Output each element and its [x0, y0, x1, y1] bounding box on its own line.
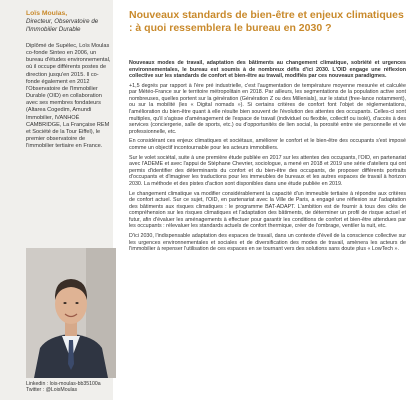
article-body	[129, 60, 406, 256]
article-paragraph: D'ici 2030, l'indispensable adaptation des espaces de travail, dans un contexte d'éveil de la conscience collective sur les urgences environnementales et sociales et de diversification des modes de travail, amènera les acteurs de l'immobilier à repenser l'utilisation de ces espaces en se tournant vers des solutions sans doute plus « LowTech ».	[129, 233, 406, 253]
linkedin-link[interactable]: Linkedin : lois-moulas-bb35100a	[26, 381, 101, 387]
author-bio-text: Diplômé de Supélec, Loïs Moulas co-fonde Sinteo en 2006, un bureau d'études environnemental, où il occupe différents postes de direction jusqu'en 2015. Il co-fonde également en 2012 l'Observatoire de l'Immobilier Durable (OID) en collaboration avec ses membres fondateurs (Altarea Cogedim, Amundi Immobilier, IVANHOÉ CAMBRIDGE, La Française REM et Société de la Tour Eiffel), le premier observatoire de l'immobilier tertiaire en France.	[26, 43, 111, 150]
article-paragraph: +1,5 degrés par rapport à l'ère pré industrielle, c'est l'augmentation de température moyenne mesurée et calculée par Météo-France sur le territoire métropolitain en 2018. Par ailleurs, les segmentations de la population active sont nombreuses, quelles portent sur la génération (Génération Z ou des Millenials), sur le statut (free-lance notamment), ou sur la mobilité (les « Digital nomads »). Si certains critères de confort font l'objet de réglementations, l'amélioration du bien-être quant à elle résulte bien souvent de l'évolution des attentes des occupants. Celles-ci sont multiples, qu'il s'agisse d'aménagement de l'espace de travail (individuel ou flexible, collectif ou isolé), d'accès à des services (conciergerie, salle de sports, etc.) ou d'opportunités de lien social, la porosité entre vie personnelle et vie professionnelle, etc.	[129, 82, 406, 135]
article-title: Nouveaux standards de bien-être et enjeux climatiques : à quoi ressemblera le bureau en 2030 ?	[129, 9, 404, 34]
article-paragraph: Le changement climatique va modifier considérablement la capacité d'un immeuble tertiaire à répondre aux critères de confort actuel. Sur ce sujet, l'OID, en partenariat avec la Ville de Paris, a engagé une réflexion sur l'adaptation des bâtiments aux risques climatiques : le programme BAT-ADAPT. L'ambition est de fournir à tous des clés de compréhension sur les risques climatiques et l'adaptation des bâtiments, de déterminer un profil de risque actuel et futur, afin d'évaluer les aménagements à effectuer pour garantir les conditions de confort et bien-être attendues par les occupants : rélevaluer les standards actuels de confort thermique, créer de l'ombrage, ventiler la nuit, etc.	[129, 190, 406, 230]
author-photo	[26, 248, 116, 378]
article-paragraph: Sur le volet sociétal, suite à une première étude publiée en 2017 sur les attentes des occupants, l'OID, en partenariat avec l'ADEME et avec l'appui de Stéphane Chevrier, sociologue, a mené en 2018 et 2019 une série d'ateliers qui ont permis d'identifier des déterminants du confort et du bien-être des occupants, de proposer différents portraits d'occupants et d'imaginer les traductions pour les immeubles de bureaux et les autres espaces de travail à horizon 2030. La méthode et des pistes d'action sont disponibles dans une étude publiée en 2019.	[129, 154, 406, 187]
portrait-image	[26, 248, 116, 378]
author-name: Loïs Moulas,	[26, 10, 68, 17]
author-sidebar	[0, 0, 113, 400]
article-paragraph: En considérant ces enjeux climatiques et sociétaux, améliorer le confort et le bien-être des occupants s'est imposé comme un objectif incontournable pour les acteurs immobiliers.	[129, 138, 406, 151]
author-bio	[26, 43, 111, 150]
article-lead: Nouveaux modes de travail, adaptation des bâtiments au changement climatique, sobriété et urgences environnementales, le bureau est soumis à de nombreux défis d'ici 2030. L'OID engage une réflexion collective sur les standards de confort et bien-être au travail, modifiés par ces nouveaux paradigmes.	[129, 60, 406, 80]
twitter-link[interactable]: Twitter : @LoisMoulas	[26, 387, 78, 394]
author-role: Directeur, Observatoire de l'Immobilier Durable	[26, 18, 99, 33]
social-links	[26, 381, 116, 394]
